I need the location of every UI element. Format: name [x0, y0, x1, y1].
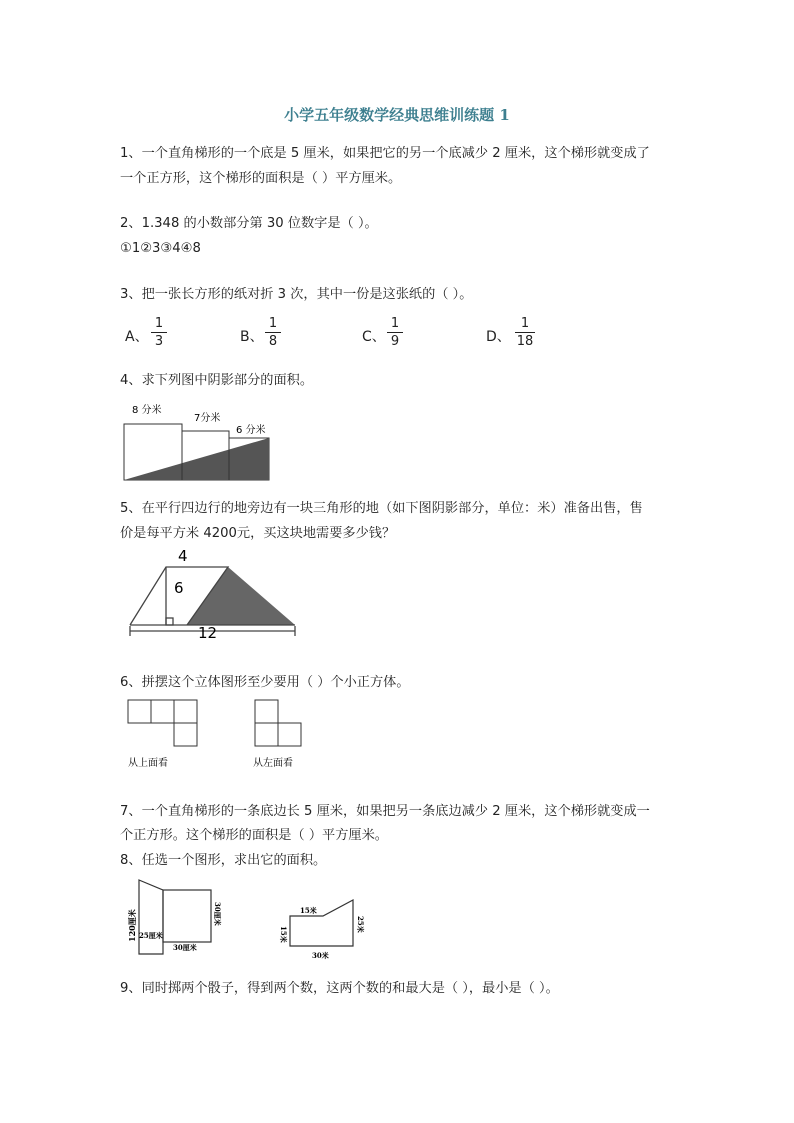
- q8-figure-2: [278, 892, 373, 972]
- q8-fig2-label-left: 15米: [279, 926, 288, 943]
- q7-text-line2: 个正方形。这个梯形的面积是（ ）平方厘米。: [120, 828, 388, 843]
- fraction-numerator: 1: [390, 316, 400, 331]
- fraction-numerator: 1: [154, 316, 164, 331]
- q4-label-7: 7分米: [194, 413, 221, 424]
- fraction-denominator: 18: [516, 334, 534, 349]
- q8-fig1-trapezoid: [139, 880, 163, 954]
- q8-fig2-label-top: 15米: [300, 906, 317, 915]
- q3-option-d-fraction: [512, 316, 538, 349]
- q3-option-a-label: A、: [125, 329, 149, 345]
- q4-figure: [120, 398, 280, 488]
- q3-option-c-label: C、: [362, 329, 386, 345]
- q8-fig1-square: [163, 890, 211, 942]
- q5-label-height: 6: [174, 579, 184, 597]
- q3-option-a-fraction: [148, 316, 170, 349]
- q3-option-d-label: D、: [486, 329, 511, 345]
- q9-text: 9、同时掷两个骰子，得到两个数，这两个数的和最大是（ ），最小是（ ）。: [120, 981, 559, 996]
- q5-text-line1: 5、在平行四边行的地旁边有一块三角形的地（如下图阴影部分，单位：米）准备出售，售: [120, 501, 643, 516]
- page-title: 小学五年级数学经典思维训练题 1: [284, 106, 510, 124]
- fraction-denominator: 8: [268, 334, 278, 349]
- q6-left-view: [252, 698, 322, 773]
- q3-option-b-label: B、: [240, 329, 264, 345]
- q5-label-base: 12: [198, 624, 218, 642]
- q3-option-b-fraction: [262, 316, 284, 349]
- fraction-denominator: 3: [154, 334, 164, 349]
- q2-options: ①1②3③4④8: [120, 241, 201, 256]
- q2-text: 2、1.348 的小数部分第 30 位数字是（ ）。: [120, 216, 378, 231]
- q1-text-line1: 1、一个直角梯形的一个底是 5 厘米，如果把它的另一个底减少 2 厘米，这个梯形就变成了: [120, 146, 650, 161]
- q1-text-line2: 一个正方形，这个梯形的面积是（ ）平方厘米。: [120, 171, 402, 186]
- q8-fig1-label-left: 120厘米: [127, 909, 137, 942]
- q4-label-8: 8 分米: [132, 405, 162, 416]
- q5-shaded-triangle: [187, 567, 295, 625]
- q6-text: 6、拼摆这个立体图形至少要用（ ）个小正方体。: [120, 675, 410, 690]
- q8-fig2-label-bottom: 30米: [312, 951, 329, 960]
- fraction-denominator: 9: [390, 334, 400, 349]
- q4-shaded-triangle: [124, 438, 269, 480]
- q4-label-6: 6 分米: [236, 425, 266, 436]
- q7-text-line1: 7、一个直角梯形的一条底边长 5 厘米，如果把另一条底边减少 2 厘米，这个梯形就变成一: [120, 804, 650, 819]
- q5-text-line2: 价是每平方米 4200元，买这块地需要多少钱？: [120, 526, 396, 541]
- q8-fig2-label-right: 25米: [356, 916, 365, 933]
- q5-figure: [125, 545, 305, 645]
- q3-option-c-fraction: [384, 316, 406, 349]
- q6-caption-left: 从左面看: [253, 758, 293, 769]
- q8-fig1-label-bottom-left: 25厘米: [139, 931, 163, 940]
- q5-label-top: 4: [178, 547, 188, 565]
- q8-figure-1: [125, 878, 235, 962]
- q6-top-view: [125, 698, 195, 773]
- fraction-numerator: 1: [520, 316, 530, 331]
- q8-text: 8、任选一个图形，求出它的面积。: [120, 853, 327, 868]
- fraction-numerator: 1: [268, 316, 278, 331]
- q8-fig1-label-bottom: 30厘米: [173, 943, 197, 952]
- q3-text: 3、把一张长方形的纸对折 3 次，其中一份是这张纸的（ ）。: [120, 287, 473, 302]
- q8-fig1-label-right: 30厘米: [213, 902, 222, 926]
- q6-caption-top: 从上面看: [128, 758, 168, 769]
- q4-text: 4、求下列图中阴影部分的面积。: [120, 373, 314, 388]
